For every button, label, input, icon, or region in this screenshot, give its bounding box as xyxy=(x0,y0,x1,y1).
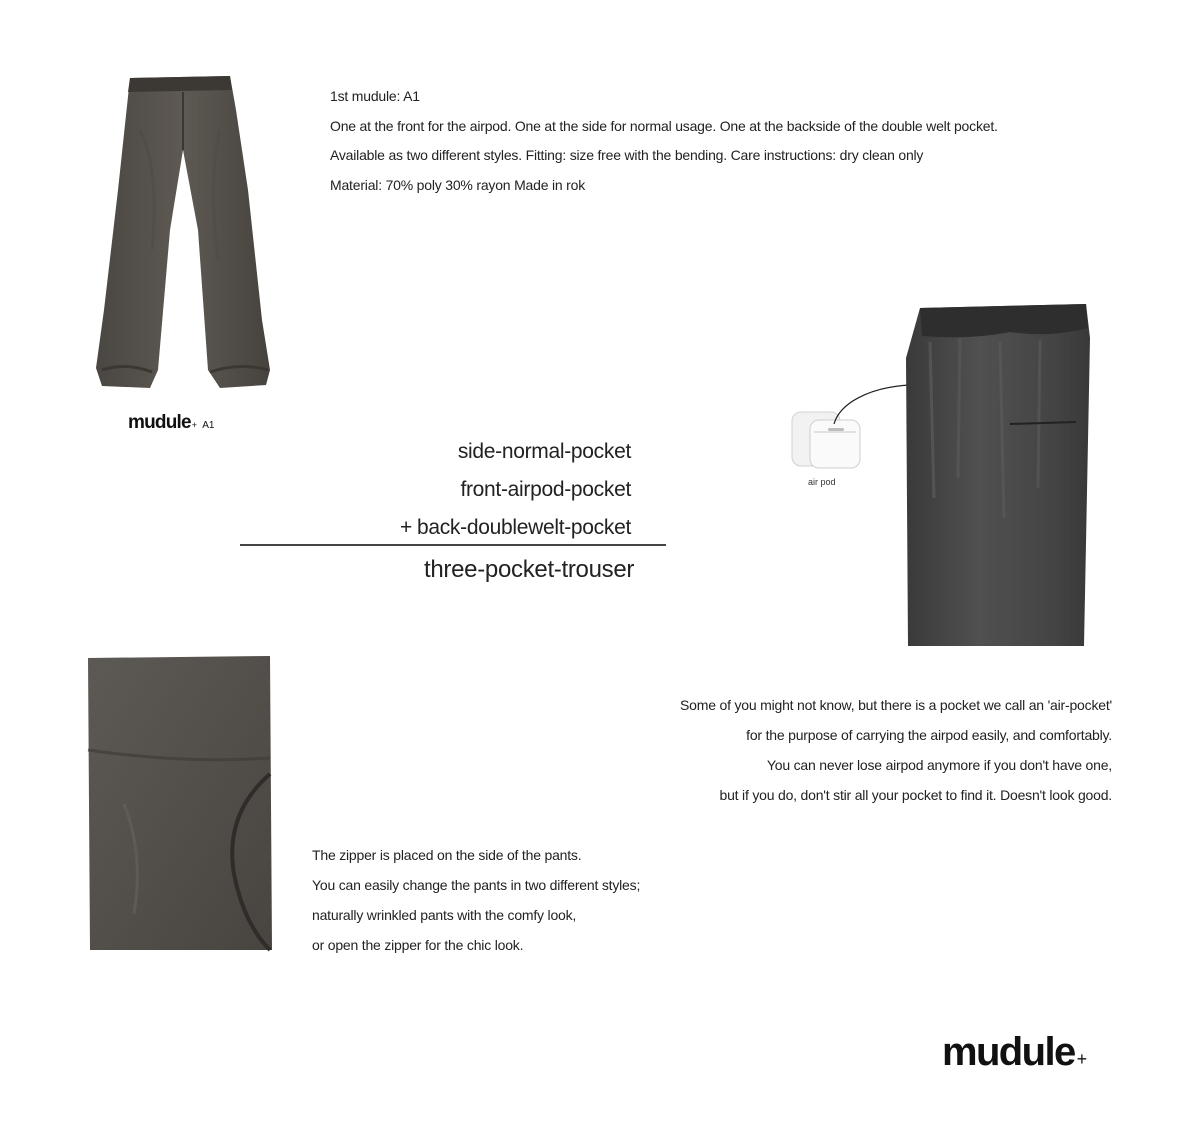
brand-name-large: mudule xyxy=(942,1030,1075,1074)
zipper-line-4: or open the zipper for the chic look. xyxy=(312,937,524,953)
zipper-line-2: You can easily change the pants in two different styles; xyxy=(312,877,641,893)
spec-material: Material: 70% poly 30% rayon Made in rok xyxy=(330,176,586,193)
trouser-closeup-image xyxy=(900,298,1096,648)
brand-plus: + xyxy=(191,420,197,430)
spec-styles: Available as two different styles. Fitting: size free with the bending. Care instructions: dry clean only xyxy=(330,147,924,163)
spec-pockets: One at the front for the airpod. One at the side for normal usage. One at the backside of the double welt pocket. xyxy=(330,117,998,134)
airpocket-line-2: for the purpose of carrying the airpod easily, and comfortably. xyxy=(746,727,1112,743)
equation-divider xyxy=(240,544,666,546)
equation-item-back: back-doublewelt-pocket xyxy=(416,516,631,539)
zipper-description xyxy=(312,840,640,960)
spec-block xyxy=(330,82,998,200)
brand-name: mudule xyxy=(128,412,191,433)
trouser-zipper-image xyxy=(84,654,276,954)
zipper-line-1: The zipper is placed on the side of the pants. xyxy=(312,847,582,863)
spec-title: 1st mudule: A1 xyxy=(330,88,420,104)
airpocket-line-1: Some of you might not know, but there is a pocket we call an 'air-pocket' xyxy=(680,697,1112,713)
equation-result: three-pocket-trouser xyxy=(424,556,635,583)
airpod-label: air pod xyxy=(808,477,836,487)
brand-logo-large xyxy=(942,1030,1086,1075)
equation-item-front: front-airpod-pocket xyxy=(460,478,631,501)
equation-operator: + xyxy=(400,516,412,539)
trouser-front-image xyxy=(80,70,280,400)
equation-item-side: side-normal-pocket xyxy=(457,440,631,463)
brand-plus-large: + xyxy=(1076,1049,1086,1069)
airpocket-line-3: You can never lose airpod anymore if you don't have one, xyxy=(766,757,1112,773)
brand-model: A1 xyxy=(202,420,215,431)
brand-logo-small xyxy=(128,412,214,434)
airpocket-line-4: but if you do, don't stir all your pocket to find it. Doesn't look good. xyxy=(719,787,1112,803)
airpocket-description xyxy=(680,690,1112,810)
zipper-line-3: naturally wrinkled pants with the comfy look, xyxy=(312,907,577,923)
